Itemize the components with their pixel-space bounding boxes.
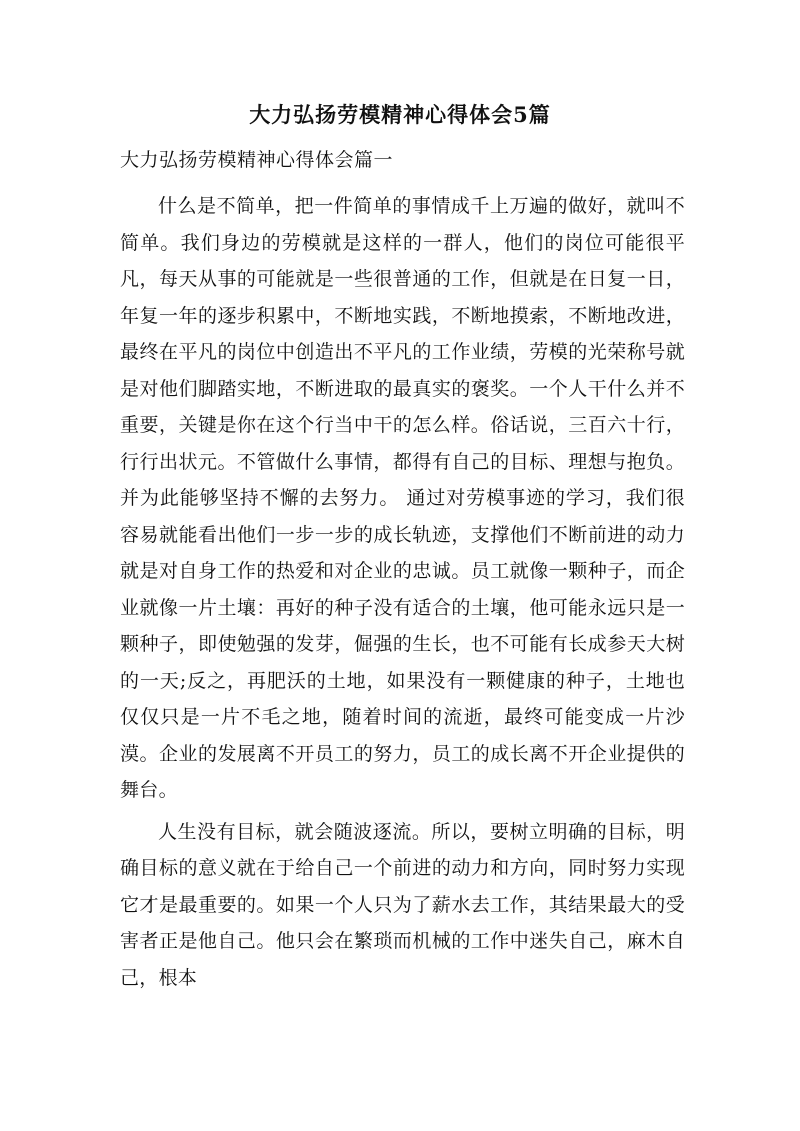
body-paragraph-2: 人生没有目标，就会随波逐流。所以，要树立明确的目标，明确目标的意义就在于给自己一个前进的动力和方向，同时努力实现它才是最重要的。如果一个人只为了薪水去工作，其结果最大的受害者正是他自己。他只会在繁琐而机械的工作中迷失自己，麻木自己，根本 [120,820,685,989]
document-body [120,188,685,996]
body-paragraph-1: 什么是不简单，把一件简单的事情成千上万遍的做好，就叫不简单。我们身边的劳模就是这样的一群人，他们的岗位可能很平凡，每天从事的可能就是一些很普通的工作，但就是在日复一日，年复一年的逐步积累中，不断地实践，不断地摸索，不断地改进，最终在平凡的岗位中创造出不平凡的工作业绩，劳模的光荣称号就是对他们脚踏实地，不断进取的最真实的褒奖。一个人干什么并不重要，关键是你在这个行当中干的怎么样。俗话说，三百六十行，行行出状元。不管做什么事情，都得有自己的目标、理想与抱负。并为此能够坚持不懈的去努力。 通过对劳模事迹的学习，我们很容易就能看出他们一步一步的成长轨迹，支撑他们不断前进的动力就是对自身工作的热爱和对企业的忠诚。员工就像一颗种子，而企业就像一片土壤：再好的种子没有适合的土壤，他可能永远只是一颗种子，即使勉强的发芽，倔强的生长，也不可能有长成参天大树的一天;反之，再肥沃的土地，如果没有一颗健康的种子，土地也仅仅只是一片不毛之地，随着时间的流逝，最终可能变成一片沙漠。企业的发展离不开员工的努力，员工的成长离不开企业提供的舞台。 [120,195,685,801]
document-title: 大力弘扬劳模精神心得体会5篇 [249,102,551,127]
section-heading: 大力弘扬劳模精神心得体会篇一 [120,149,394,171]
